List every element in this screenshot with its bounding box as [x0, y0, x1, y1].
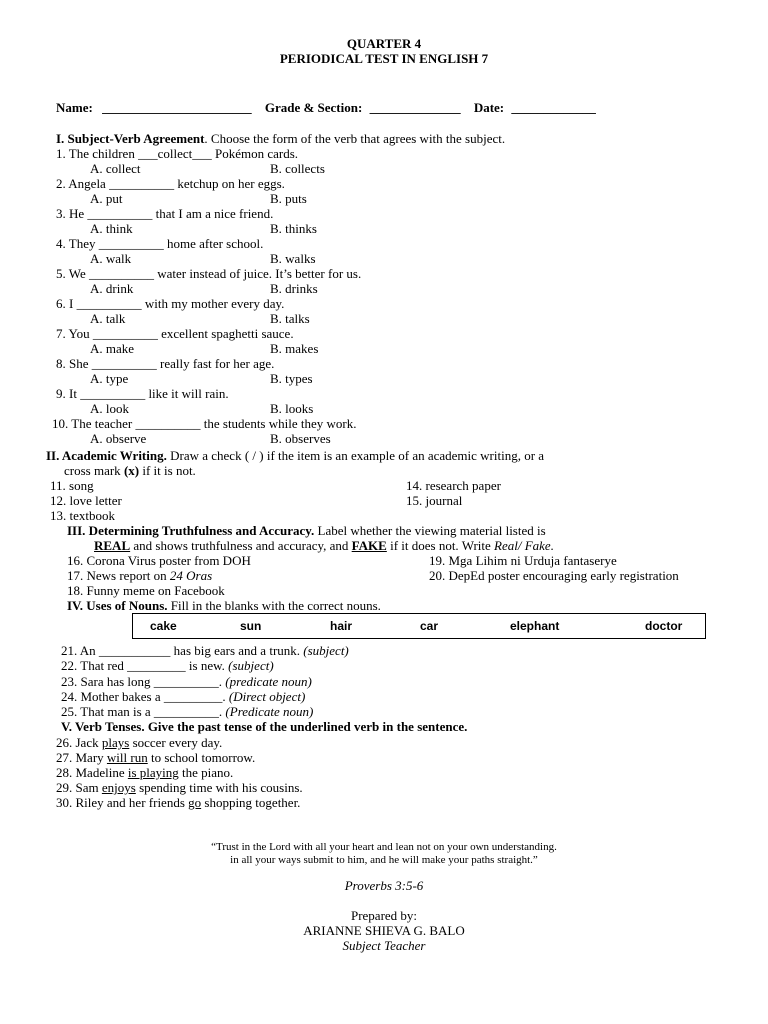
academic-item-12[interactable]: 12. love letter — [50, 493, 122, 508]
date-blank[interactable]: _____________ — [511, 100, 596, 115]
choice-a[interactable]: A. collect — [90, 161, 141, 176]
section-1-instruction: . Choose the form of the verb that agrees with the subject. — [204, 131, 506, 146]
question-text: 9. It __________ like it will rain. — [56, 386, 229, 401]
section-5-heading: V. Verb Tenses. Give the past tense of the underlined verb in the sentence. — [61, 719, 468, 734]
date-label: Date: — [473, 100, 505, 115]
question-text: 4. They __________ home after school. — [56, 236, 264, 251]
real-label: REAL — [94, 538, 131, 553]
item-note: (Predicate noun) — [225, 704, 314, 719]
choice-b[interactable]: B. looks — [270, 401, 314, 416]
academic-item-11[interactable]: 11. song — [50, 478, 94, 493]
item-note: (Direct object) — [228, 689, 306, 704]
item-text: 26. Jack — [56, 735, 102, 750]
question-item — [52, 416, 357, 446]
question-text: 6. I __________ with my mother every day. — [56, 296, 285, 311]
underlined-verb: go — [188, 795, 202, 810]
choice-a[interactable]: A. put — [90, 191, 123, 206]
noun-car: car — [420, 619, 439, 633]
truth-item-16[interactable]: 16. Corona Virus poster from DOH — [67, 553, 251, 568]
noun-doctor: doctor — [645, 619, 683, 633]
item-text: 28. Madeline — [56, 765, 128, 780]
section-3-instruction: Label whether the viewing material listed is — [314, 523, 546, 538]
question-item — [56, 146, 361, 176]
section-3-instruction-line2 — [94, 538, 554, 553]
choice-b[interactable]: B. thinks — [270, 221, 317, 236]
underlined-verb: enjoys — [101, 780, 136, 795]
choice-a[interactable]: A. observe — [90, 431, 147, 446]
instruction-text: and shows truthfulness and accuracy, and — [130, 538, 352, 553]
underlined-verb: will run — [106, 750, 148, 765]
question-item — [56, 206, 361, 236]
question-text: 1. The children ___collect___ Pokémon cards. — [56, 146, 299, 161]
item-text: 25. That man is a __________. — [61, 704, 226, 719]
choice-b[interactable]: B. drinks — [270, 281, 318, 296]
grade-section-label: Grade & Section: — [264, 100, 363, 115]
section-2-header — [46, 448, 544, 463]
section-4-instruction: Fill in the blanks with the correct nouns. — [167, 598, 381, 613]
noun-item-22[interactable] — [61, 658, 274, 673]
bible-verse: Proverbs 3:5-6 — [344, 878, 424, 893]
choice-b[interactable]: B. types — [270, 371, 313, 386]
item-text: 17. News report on — [67, 568, 170, 583]
underlined-verb: plays — [101, 735, 130, 750]
section-1-header — [56, 131, 505, 146]
question-text: 5. We __________ water instead of juice. It’s better for us. — [56, 266, 362, 281]
question-item — [56, 296, 361, 326]
section-4-heading: IV. Uses of Nouns. — [67, 598, 168, 613]
academic-item-14[interactable]: 14. research paper — [406, 478, 501, 493]
quote-line-2: in all your ways submit to him, and he will make your paths straight.” — [230, 854, 538, 866]
choice-b[interactable]: B. talks — [270, 311, 310, 326]
test-title: PERIODICAL TEST IN ENGLISH 7 — [279, 51, 489, 66]
item-text: 23. Sara has long __________. — [61, 674, 226, 689]
question-item — [56, 386, 361, 416]
quote-line-1: “Trust in the Lord with all your heart and lean not on your own understanding. — [211, 841, 557, 853]
question-text: 10. The teacher __________ the students while they work. — [52, 416, 357, 431]
quarter-heading: QUARTER 4 — [346, 36, 422, 51]
choice-a[interactable]: A. make — [90, 341, 135, 356]
noun-cake: cake — [150, 619, 177, 633]
choice-a[interactable]: A. type — [90, 371, 129, 386]
noun-item-24[interactable] — [61, 689, 305, 704]
program-name: 24 Oras — [169, 568, 213, 583]
question-text: 8. She __________ really fast for her age. — [56, 356, 275, 371]
noun-word-bank — [132, 613, 706, 639]
underlined-verb: is playing — [127, 765, 179, 780]
truth-item-19[interactable]: 19. Mga Lihim ni Urduja fantaserye — [429, 553, 617, 568]
truth-item-20[interactable]: 20. DepEd poster encouraging early registration — [429, 568, 679, 583]
item-note: (predicate noun) — [225, 674, 312, 689]
choice-b[interactable]: B. makes — [270, 341, 319, 356]
item-text: soccer every day. — [129, 735, 223, 750]
name-label: Name: — [56, 100, 93, 115]
choice-a[interactable]: A. think — [90, 221, 133, 236]
item-text: to school tomorrow. — [147, 750, 256, 765]
teacher-role: Subject Teacher — [342, 938, 426, 953]
item-note: (subject) — [303, 643, 349, 658]
question-text: 2. Angela __________ ketchup on her eggs. — [56, 176, 285, 191]
truth-item-17[interactable] — [67, 568, 212, 583]
verb-item-26[interactable] — [56, 735, 222, 750]
section-4-header — [67, 598, 381, 613]
choice-a[interactable]: A. walk — [90, 251, 132, 266]
question-item — [56, 176, 361, 206]
section-2-heading: II. Academic Writing. — [46, 448, 167, 463]
item-text: 21. An ___________ has big ears and a trunk. — [61, 643, 304, 658]
instruction-text: Real/ Fake. — [494, 538, 554, 553]
item-text: 30. Riley and her friends — [56, 795, 189, 810]
item-text: the piano. — [178, 765, 234, 780]
info-row — [56, 100, 596, 115]
choice-b[interactable]: B. puts — [270, 191, 307, 206]
item-text: spending time with his cousins. — [135, 780, 303, 795]
item-text: 29. Sam — [56, 780, 102, 795]
section-1-items — [52, 146, 362, 446]
item-text: 27. Mary — [56, 750, 107, 765]
section-3-header — [67, 523, 546, 538]
noun-sun: sun — [240, 619, 262, 633]
question-item — [56, 266, 361, 296]
item-text: 22. That red _________ is new. — [61, 658, 229, 673]
fake-label: FAKE — [351, 538, 387, 553]
item-text: 24. Mother bakes a _________. — [61, 689, 229, 704]
instruction-text: cross mark — [64, 463, 124, 478]
section-3-heading: III. Determining Truthfulness and Accuracy. — [67, 523, 315, 538]
prepared-by-label: Prepared by: — [350, 908, 418, 923]
choice-a[interactable]: A. look — [90, 401, 129, 416]
instruction-text: if it is not. — [139, 463, 196, 478]
academic-item-15[interactable]: 15. journal — [406, 493, 463, 508]
choice-a[interactable]: A. talk — [90, 311, 126, 326]
teacher-name: ARIANNE SHIEVA G. BALO — [303, 923, 465, 938]
choice-b[interactable]: B. collects — [270, 161, 325, 176]
noun-elephant: elephant — [510, 619, 560, 633]
section-1-heading: I. Subject-Verb Agreement — [56, 131, 205, 146]
truth-item-18[interactable]: 18. Funny meme on Facebook — [67, 583, 225, 598]
verb-item-30[interactable] — [56, 795, 300, 810]
section-2-instruction: Draw a check ( / ) if the item is an example of an academic writing, or a — [166, 448, 545, 463]
noun-hair: hair — [330, 619, 353, 633]
noun-item-23[interactable] — [61, 674, 312, 689]
item-text: shopping together. — [201, 795, 301, 810]
academic-item-13[interactable]: 13. textbook — [50, 508, 115, 523]
question-item — [56, 356, 361, 386]
name-blank[interactable]: _______________________ — [102, 100, 252, 115]
noun-item-25[interactable] — [61, 704, 313, 719]
choice-b[interactable]: B. walks — [270, 251, 316, 266]
grade-section-blank[interactable]: ______________ — [369, 100, 461, 115]
question-text: 7. You __________ excellent spaghetti sauce. — [56, 326, 294, 341]
choice-a[interactable]: A. drink — [90, 281, 134, 296]
item-note: (subject) — [228, 658, 274, 673]
verb-item-28[interactable] — [56, 765, 233, 780]
question-text: 3. He __________ that I am a nice friend. — [56, 206, 274, 221]
section-2-instruction-line2 — [64, 463, 196, 478]
choice-b[interactable]: B. observes — [270, 431, 331, 446]
question-item — [56, 236, 361, 266]
instruction-text: if it does not. Write — [386, 538, 495, 553]
verb-item-29[interactable] — [56, 780, 303, 795]
noun-item-21[interactable] — [61, 643, 349, 658]
question-item — [56, 326, 361, 356]
cross-mark-symbol: (x) — [123, 463, 140, 478]
verb-item-27[interactable] — [56, 750, 255, 765]
